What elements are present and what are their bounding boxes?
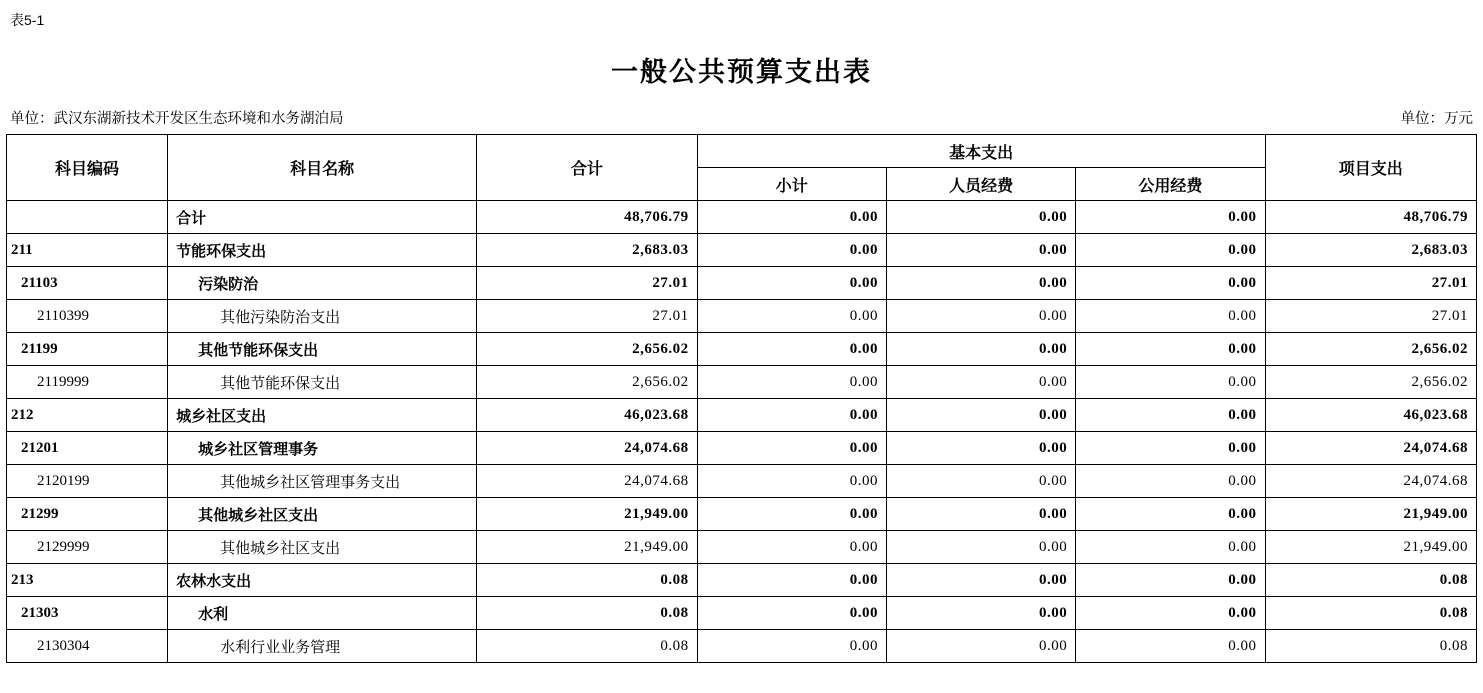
table-row <box>7 531 1477 564</box>
cell-project-expenditure: 2,683.03 <box>1265 234 1476 267</box>
cell-basic-subtotal: 0.00 <box>697 366 886 399</box>
cell-personnel-expense: 0.00 <box>886 465 1075 498</box>
cell-personnel-expense: 0.00 <box>886 531 1075 564</box>
cell-subject-code: 212 <box>7 399 168 432</box>
cell-basic-subtotal: 0.00 <box>697 399 886 432</box>
header-basic-expenditure-group: 基本支出 <box>697 135 1265 168</box>
cell-basic-subtotal: 0.00 <box>697 300 886 333</box>
cell-project-expenditure: 2,656.02 <box>1265 333 1476 366</box>
cell-subject-name: 水利行业业务管理 <box>168 630 477 663</box>
cell-personnel-expense: 0.00 <box>886 333 1075 366</box>
cell-project-expenditure: 21,949.00 <box>1265 531 1476 564</box>
cell-public-expense: 0.00 <box>1076 630 1265 663</box>
cell-basic-subtotal: 0.00 <box>697 465 886 498</box>
cell-total: 0.08 <box>477 630 697 663</box>
table-row <box>7 333 1477 366</box>
cell-subject-name: 城乡社区管理事务 <box>168 432 477 465</box>
cell-subject-name: 其他城乡社区支出 <box>168 531 477 564</box>
cell-total: 2,656.02 <box>477 366 697 399</box>
cell-project-expenditure: 0.08 <box>1265 597 1476 630</box>
cell-subject-name: 农林水支出 <box>168 564 477 597</box>
cell-subject-code: 21303 <box>7 597 168 630</box>
cell-total: 27.01 <box>477 267 697 300</box>
cell-public-expense: 0.00 <box>1076 531 1265 564</box>
cell-total: 24,074.68 <box>477 465 697 498</box>
cell-basic-subtotal: 0.00 <box>697 267 886 300</box>
cell-public-expense: 0.00 <box>1076 300 1265 333</box>
table-row <box>7 630 1477 663</box>
cell-project-expenditure: 21,949.00 <box>1265 498 1476 531</box>
cell-subject-name: 其他节能环保支出 <box>168 333 477 366</box>
cell-personnel-expense: 0.00 <box>886 366 1075 399</box>
cell-subject-code: 21299 <box>7 498 168 531</box>
cell-public-expense: 0.00 <box>1076 597 1265 630</box>
cell-basic-subtotal: 0.00 <box>697 630 886 663</box>
table-row <box>7 399 1477 432</box>
cell-personnel-expense: 0.00 <box>886 399 1075 432</box>
header-basic-subtotal: 小计 <box>697 168 886 201</box>
cell-total: 0.08 <box>477 597 697 630</box>
cell-subject-code: 2110399 <box>7 300 168 333</box>
table-header-row-1 <box>7 135 1477 168</box>
cell-project-expenditure: 27.01 <box>1265 267 1476 300</box>
cell-basic-subtotal: 0.00 <box>697 333 886 366</box>
table-row <box>7 564 1477 597</box>
cell-personnel-expense: 0.00 <box>886 300 1075 333</box>
header-total: 合计 <box>477 135 697 201</box>
cell-public-expense: 0.00 <box>1076 465 1265 498</box>
budget-expenditure-table <box>6 134 1477 663</box>
cell-personnel-expense: 0.00 <box>886 267 1075 300</box>
table-row <box>7 498 1477 531</box>
cell-project-expenditure: 0.08 <box>1265 630 1476 663</box>
cell-subject-code: 2130304 <box>7 630 168 663</box>
cell-total: 46,023.68 <box>477 399 697 432</box>
cell-project-expenditure: 2,656.02 <box>1265 366 1476 399</box>
cell-subject-name: 其他城乡社区管理事务支出 <box>168 465 477 498</box>
table-row <box>7 465 1477 498</box>
header-personnel-expense: 人员经费 <box>886 168 1075 201</box>
cell-public-expense: 0.00 <box>1076 564 1265 597</box>
page-title: 一般公共预算支出表 <box>611 57 872 87</box>
cell-total: 21,949.00 <box>477 531 697 564</box>
cell-project-expenditure: 48,706.79 <box>1265 201 1476 234</box>
cell-subject-name: 污染防治 <box>168 267 477 300</box>
cell-subject-code: 2119999 <box>7 366 168 399</box>
cell-subject-code: 21199 <box>7 333 168 366</box>
cell-subject-code: 213 <box>7 564 168 597</box>
cell-basic-subtotal: 0.00 <box>697 531 886 564</box>
department-unit-label: 单位：武汉东湖新技术开发区生态环境和水务湖泊局 <box>10 111 344 127</box>
cell-personnel-expense: 0.00 <box>886 597 1075 630</box>
cell-basic-subtotal: 0.00 <box>697 432 886 465</box>
table-row <box>7 267 1477 300</box>
cell-public-expense: 0.00 <box>1076 432 1265 465</box>
cell-subject-name: 合计 <box>168 201 477 234</box>
table-row <box>7 201 1477 234</box>
cell-project-expenditure: 27.01 <box>1265 300 1476 333</box>
cell-basic-subtotal: 0.00 <box>697 564 886 597</box>
cell-total: 27.01 <box>477 300 697 333</box>
cell-public-expense: 0.00 <box>1076 498 1265 531</box>
table-row <box>7 597 1477 630</box>
cell-public-expense: 0.00 <box>1076 333 1265 366</box>
table-body <box>7 201 1477 663</box>
cell-total: 24,074.68 <box>477 432 697 465</box>
cell-subject-code: 21201 <box>7 432 168 465</box>
cell-subject-name: 节能环保支出 <box>168 234 477 267</box>
cell-basic-subtotal: 0.00 <box>697 498 886 531</box>
cell-subject-name: 城乡社区支出 <box>168 399 477 432</box>
table-header <box>7 135 1477 201</box>
cell-personnel-expense: 0.00 <box>886 630 1075 663</box>
cell-project-expenditure: 24,074.68 <box>1265 432 1476 465</box>
cell-total: 2,656.02 <box>477 333 697 366</box>
header-project-expenditure: 项目支出 <box>1265 135 1476 201</box>
cell-subject-name: 其他节能环保支出 <box>168 366 477 399</box>
header-name: 科目名称 <box>168 135 477 201</box>
cell-total: 21,949.00 <box>477 498 697 531</box>
table-row <box>7 432 1477 465</box>
cell-subject-code: 2129999 <box>7 531 168 564</box>
cell-subject-code <box>7 201 168 234</box>
cell-personnel-expense: 0.00 <box>886 498 1075 531</box>
currency-unit-label: 单位：万元 <box>1400 111 1473 127</box>
cell-subject-code: 2120199 <box>7 465 168 498</box>
cell-subject-name: 其他污染防治支出 <box>168 300 477 333</box>
cell-basic-subtotal: 0.00 <box>697 201 886 234</box>
table-row <box>7 300 1477 333</box>
cell-project-expenditure: 46,023.68 <box>1265 399 1476 432</box>
cell-personnel-expense: 0.00 <box>886 432 1075 465</box>
cell-subject-name: 其他城乡社区支出 <box>168 498 477 531</box>
cell-personnel-expense: 0.00 <box>886 564 1075 597</box>
cell-basic-subtotal: 0.00 <box>697 234 886 267</box>
cell-basic-subtotal: 0.00 <box>697 597 886 630</box>
cell-subject-code: 211 <box>7 234 168 267</box>
table-row <box>7 366 1477 399</box>
cell-project-expenditure: 0.08 <box>1265 564 1476 597</box>
cell-public-expense: 0.00 <box>1076 366 1265 399</box>
cell-public-expense: 0.00 <box>1076 267 1265 300</box>
meta-row <box>6 107 1477 134</box>
cell-public-expense: 0.00 <box>1076 201 1265 234</box>
cell-subject-name: 水利 <box>168 597 477 630</box>
header-code: 科目编码 <box>7 135 168 201</box>
cell-total: 0.08 <box>477 564 697 597</box>
cell-public-expense: 0.00 <box>1076 234 1265 267</box>
header-public-expense: 公用经费 <box>1076 168 1265 201</box>
table-row <box>7 234 1477 267</box>
cell-personnel-expense: 0.00 <box>886 234 1075 267</box>
cell-personnel-expense: 0.00 <box>886 201 1075 234</box>
cell-subject-code: 21103 <box>7 267 168 300</box>
cell-project-expenditure: 24,074.68 <box>1265 465 1476 498</box>
cell-public-expense: 0.00 <box>1076 399 1265 432</box>
cell-total: 48,706.79 <box>477 201 697 234</box>
cell-total: 2,683.03 <box>477 234 697 267</box>
table-number: 表5-1 <box>10 12 45 28</box>
